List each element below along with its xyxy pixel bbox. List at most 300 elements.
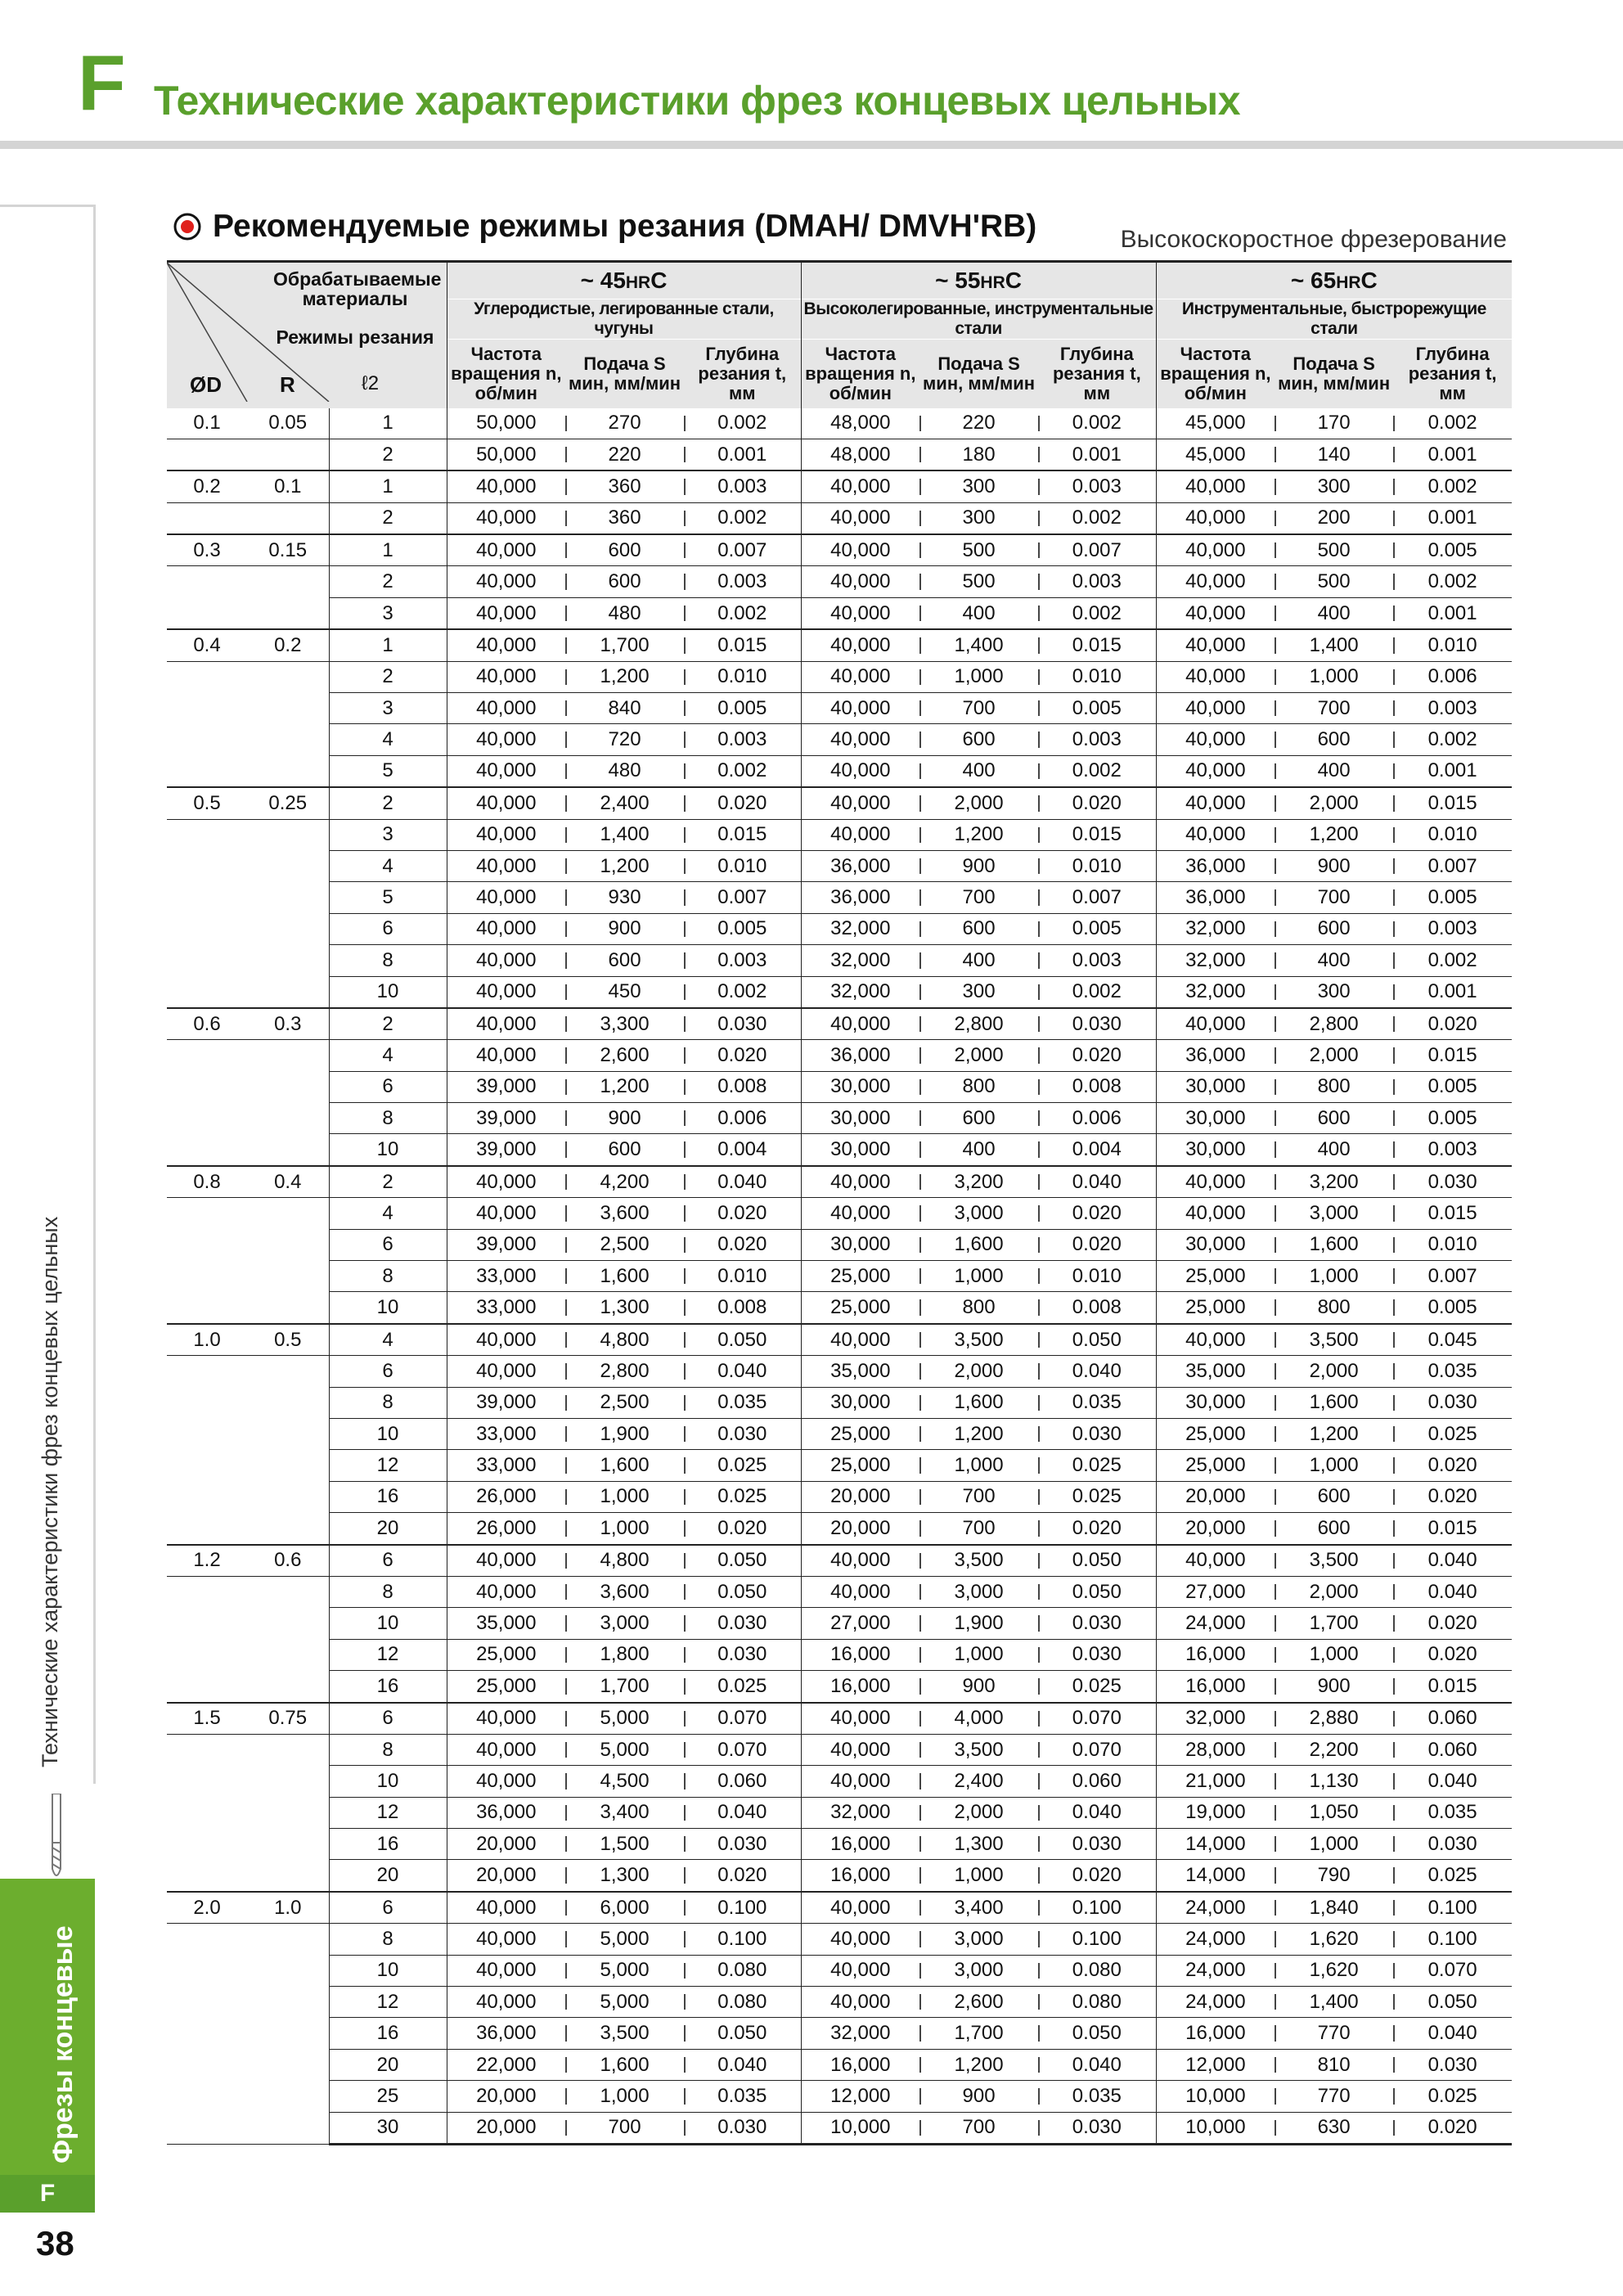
cell-length: 16 xyxy=(329,2018,447,2049)
cell-separator xyxy=(565,511,567,526)
section-subtitle: Высокоскоростное фрезерование xyxy=(1120,226,1507,253)
cell-separator xyxy=(1038,1141,1040,1157)
cell-speed-55: 25,000 xyxy=(801,1261,919,1292)
cell-speed-45: 39,000 xyxy=(447,1103,565,1134)
cell-feed-55: 900 xyxy=(919,1671,1038,1703)
cell-separator xyxy=(684,1994,686,2010)
cell-speed-65: 16,000 xyxy=(1156,1671,1275,1703)
cell-separator xyxy=(1038,1489,1040,1505)
bullet-target-icon xyxy=(173,213,201,241)
cell-feed-55: 220 xyxy=(919,408,1038,439)
cell-depth-45: 0.002 xyxy=(684,755,801,787)
cell-diameter xyxy=(167,2081,247,2112)
cell-speed-55: 25,000 xyxy=(801,1292,919,1324)
cell-length: 8 xyxy=(329,1924,447,1955)
cell-separator xyxy=(1275,1773,1276,1789)
cell-speed-45: 50,000 xyxy=(447,408,565,439)
cell-speed-55: 32,000 xyxy=(801,913,919,944)
cell-diameter xyxy=(167,2112,247,2144)
sidebar-divider-top xyxy=(0,205,95,207)
cell-separator xyxy=(1038,1867,1040,1883)
cell-separator xyxy=(684,1742,686,1758)
cell-depth-65: 0.010 xyxy=(1393,819,1512,850)
cell-depth-45: 0.080 xyxy=(684,1987,801,2018)
cell-speed-55: 40,000 xyxy=(801,502,919,534)
cell-depth-45: 0.003 xyxy=(684,724,801,755)
cell-depth-65: 0.001 xyxy=(1393,597,1512,629)
page-title: Технические характеристики фрез концевых цельных xyxy=(154,78,1241,124)
cell-diameter xyxy=(167,1134,247,1166)
cell-separator xyxy=(919,669,921,685)
cell-separator xyxy=(1038,763,1040,779)
cell-feed-55: 300 xyxy=(919,976,1038,1008)
cell-speed-65: 10,000 xyxy=(1156,2112,1275,2144)
cell-length: 10 xyxy=(329,1419,447,1450)
cell-feed-55: 3,000 xyxy=(919,1576,1038,1607)
cell-diameter: 1.2 xyxy=(167,1545,247,1577)
cell-diameter: 0.5 xyxy=(167,787,247,819)
cell-separator xyxy=(1275,574,1276,589)
cell-separator xyxy=(684,2088,686,2104)
table-row xyxy=(167,1198,1512,1229)
cell-feed-65: 1,130 xyxy=(1275,1766,1393,1797)
cell-length: 3 xyxy=(329,819,447,850)
cell-feed-55: 4,000 xyxy=(919,1703,1038,1735)
cell-depth-55: 0.002 xyxy=(1038,755,1156,787)
cell-radius: 0.1 xyxy=(247,470,329,502)
cell-depth-65: 0.020 xyxy=(1393,1639,1512,1670)
cell-diameter: 0.3 xyxy=(167,534,247,566)
cell-separator xyxy=(1393,1520,1395,1536)
cell-speed-65: 24,000 xyxy=(1156,1892,1275,1924)
cell-depth-45: 0.025 xyxy=(684,1671,801,1703)
cell-separator xyxy=(919,1079,921,1095)
cell-feed-45: 1,700 xyxy=(565,1671,684,1703)
cell-radius xyxy=(247,755,329,787)
cell-depth-45: 0.005 xyxy=(684,913,801,944)
cell-feed-45: 1,500 xyxy=(565,1829,684,1860)
cell-separator xyxy=(919,1994,921,2010)
cell-feed-65: 790 xyxy=(1275,1860,1393,1892)
cell-feed-45: 720 xyxy=(565,724,684,755)
cell-speed-65: 16,000 xyxy=(1156,2018,1275,2049)
cell-depth-65: 0.015 xyxy=(1393,787,1512,819)
cell-feed-65: 800 xyxy=(1275,1292,1393,1324)
cell-separator xyxy=(565,1900,567,1916)
cell-speed-65: 40,000 xyxy=(1156,597,1275,629)
cell-speed-45: 40,000 xyxy=(447,1703,565,1735)
cell-radius xyxy=(247,502,329,534)
table-row xyxy=(167,2112,1512,2144)
cell-speed-55: 25,000 xyxy=(801,1419,919,1450)
cell-feed-55: 900 xyxy=(919,850,1038,881)
cell-feed-55: 400 xyxy=(919,597,1038,629)
cell-length: 2 xyxy=(329,661,447,692)
table-row xyxy=(167,693,1512,724)
cell-separator xyxy=(919,1457,921,1473)
cell-separator xyxy=(1393,700,1395,716)
cell-depth-45: 0.015 xyxy=(684,629,801,661)
cell-feed-45: 5,000 xyxy=(565,1955,684,1986)
cell-length: 6 xyxy=(329,1229,447,1260)
cell-diameter xyxy=(167,502,247,534)
cell-separator xyxy=(1275,1520,1276,1536)
cell-separator xyxy=(684,889,686,905)
col-l2-header: ℓ2 xyxy=(362,372,380,394)
cell-separator xyxy=(684,1016,686,1032)
cell-feed-55: 1,600 xyxy=(919,1229,1038,1260)
cell-separator xyxy=(1275,700,1276,716)
cell-separator xyxy=(1038,2120,1040,2136)
table-row xyxy=(167,1450,1512,1481)
cell-separator xyxy=(919,1268,921,1284)
cell-separator xyxy=(1393,416,1395,431)
cell-speed-55: 16,000 xyxy=(801,1671,919,1703)
cell-speed-65: 32,000 xyxy=(1156,976,1275,1008)
cell-feed-55: 1,000 xyxy=(919,661,1038,692)
cell-separator xyxy=(1275,1553,1276,1569)
cell-speed-45: 40,000 xyxy=(447,597,565,629)
cell-speed-65: 40,000 xyxy=(1156,1008,1275,1040)
cell-speed-65: 40,000 xyxy=(1156,661,1275,692)
cell-feed-55: 2,000 xyxy=(919,1797,1038,1828)
cell-depth-65: 0.003 xyxy=(1393,693,1512,724)
cell-separator xyxy=(1275,1900,1276,1916)
cell-separator xyxy=(684,1363,686,1379)
cell-speed-55: 40,000 xyxy=(801,1545,919,1577)
cell-separator xyxy=(684,1836,686,1852)
cell-feed-55: 1,900 xyxy=(919,1608,1038,1639)
cell-feed-65: 1,050 xyxy=(1275,1797,1393,1828)
cell-depth-45: 0.040 xyxy=(684,2049,801,2080)
cell-feed-65: 170 xyxy=(1275,408,1393,439)
cell-speed-65: 36,000 xyxy=(1156,1040,1275,1071)
cell-separator xyxy=(684,1584,686,1600)
cell-length: 12 xyxy=(329,1639,447,1670)
cell-feed-65: 1,620 xyxy=(1275,1924,1393,1955)
table-row xyxy=(167,1576,1512,1607)
cell-depth-45: 0.035 xyxy=(684,1387,801,1418)
cell-speed-55: 36,000 xyxy=(801,882,919,913)
cell-speed-65: 25,000 xyxy=(1156,1450,1275,1481)
cell-separator xyxy=(1393,1457,1395,1473)
cell-depth-45: 0.001 xyxy=(684,439,801,470)
cell-speed-45: 33,000 xyxy=(447,1292,565,1324)
cell-length: 3 xyxy=(329,693,447,724)
subcol-header-45-speed: Частота вращения n, об/мин xyxy=(447,340,565,408)
cell-separator xyxy=(1393,1141,1395,1157)
cell-feed-55: 900 xyxy=(919,2081,1038,2112)
cell-separator xyxy=(684,542,686,558)
cell-feed-55: 2,400 xyxy=(919,1766,1038,1797)
cell-separator xyxy=(684,1647,686,1663)
cell-depth-55: 0.025 xyxy=(1038,1481,1156,1512)
table-row xyxy=(167,1703,1512,1735)
cell-depth-55: 0.010 xyxy=(1038,661,1156,692)
cell-diameter xyxy=(167,1103,247,1134)
cell-separator xyxy=(1038,827,1040,843)
cell-separator xyxy=(1275,1867,1276,1883)
cell-feed-55: 400 xyxy=(919,1134,1038,1166)
cell-separator xyxy=(684,1520,686,1536)
cell-depth-65: 0.060 xyxy=(1393,1734,1512,1765)
cell-separator xyxy=(1275,1395,1276,1411)
cell-diameter xyxy=(167,566,247,597)
cell-feed-45: 1,000 xyxy=(565,1481,684,1512)
cell-diameter xyxy=(167,1040,247,1071)
cell-speed-45: 33,000 xyxy=(447,1261,565,1292)
table-row xyxy=(167,1292,1512,1324)
cell-separator xyxy=(684,1805,686,1821)
cell-feed-45: 450 xyxy=(565,976,684,1008)
cell-separator xyxy=(1393,763,1395,779)
cell-depth-65: 0.006 xyxy=(1393,661,1512,692)
cell-speed-55: 48,000 xyxy=(801,408,919,439)
cell-radius xyxy=(247,1829,329,1860)
cell-separator xyxy=(565,669,567,685)
cell-feed-65: 1,000 xyxy=(1275,1450,1393,1481)
cell-separator xyxy=(1393,1805,1395,1821)
cell-separator xyxy=(1275,763,1276,779)
cell-feed-45: 3,000 xyxy=(565,1608,684,1639)
cell-separator xyxy=(1275,606,1276,621)
cell-feed-55: 3,400 xyxy=(919,1892,1038,1924)
cell-depth-55: 0.010 xyxy=(1038,850,1156,881)
cell-feed-55: 1,000 xyxy=(919,1639,1038,1670)
cell-radius: 0.75 xyxy=(247,1703,329,1735)
cell-length: 4 xyxy=(329,1040,447,1071)
cell-feed-45: 360 xyxy=(565,502,684,534)
cell-feed-65: 600 xyxy=(1275,724,1393,755)
cell-speed-55: 40,000 xyxy=(801,1166,919,1198)
cell-radius: 0.4 xyxy=(247,1166,329,1198)
group-materials-45: Углеродистые, легированные стали, чугуны xyxy=(447,299,801,340)
cell-speed-55: 40,000 xyxy=(801,787,919,819)
cell-feed-55: 3,000 xyxy=(919,1955,1038,1986)
cell-depth-45: 0.060 xyxy=(684,1766,801,1797)
cell-depth-55: 0.070 xyxy=(1038,1734,1156,1765)
cell-separator xyxy=(1038,1584,1040,1600)
cell-separator xyxy=(565,1047,567,1063)
cell-depth-65: 0.015 xyxy=(1393,1671,1512,1703)
cell-feed-45: 3,600 xyxy=(565,1576,684,1607)
table-row xyxy=(167,724,1512,755)
cell-length: 6 xyxy=(329,1545,447,1577)
cell-separator xyxy=(1393,2088,1395,2104)
cell-separator xyxy=(919,1867,921,1883)
cell-speed-45: 39,000 xyxy=(447,1134,565,1166)
cell-separator xyxy=(684,1931,686,1947)
cell-depth-55: 0.015 xyxy=(1038,819,1156,850)
cell-separator xyxy=(1393,1994,1395,2010)
cell-separator xyxy=(1275,1426,1276,1442)
cell-depth-45: 0.050 xyxy=(684,1545,801,1577)
cell-feed-55: 400 xyxy=(919,945,1038,976)
cell-speed-55: 40,000 xyxy=(801,597,919,629)
cell-feed-45: 480 xyxy=(565,755,684,787)
cell-speed-65: 16,000 xyxy=(1156,1639,1275,1670)
cell-radius xyxy=(247,1198,329,1229)
table-row xyxy=(167,408,1512,439)
cell-radius: 0.05 xyxy=(247,408,329,439)
cell-feed-45: 1,000 xyxy=(565,1513,684,1545)
cell-separator xyxy=(1038,889,1040,905)
cell-separator xyxy=(919,763,921,779)
cell-radius xyxy=(247,1955,329,1986)
cell-separator xyxy=(1393,732,1395,747)
cell-speed-45: 40,000 xyxy=(447,534,565,566)
cell-speed-65: 40,000 xyxy=(1156,755,1275,787)
cell-radius xyxy=(247,1766,329,1797)
cell-separator xyxy=(1038,1678,1040,1694)
cell-radius xyxy=(247,1734,329,1765)
cell-feed-55: 1,000 xyxy=(919,1450,1038,1481)
cell-separator xyxy=(1393,1584,1395,1600)
cell-feed-65: 1,840 xyxy=(1275,1892,1393,1924)
cell-depth-45: 0.030 xyxy=(684,1008,801,1040)
cell-diameter xyxy=(167,850,247,881)
cell-feed-45: 1,200 xyxy=(565,661,684,692)
cell-separator xyxy=(919,1205,921,1221)
cell-depth-55: 0.050 xyxy=(1038,1576,1156,1607)
cell-radius xyxy=(247,850,329,881)
cell-diameter: 0.2 xyxy=(167,470,247,502)
group-header-45: ~ 45HRC xyxy=(447,262,801,299)
cell-separator xyxy=(919,1237,921,1253)
cell-feed-45: 2,500 xyxy=(565,1229,684,1260)
cell-feed-45: 3,600 xyxy=(565,1198,684,1229)
cell-radius xyxy=(247,1576,329,1607)
cell-separator xyxy=(1038,1205,1040,1221)
cell-depth-55: 0.020 xyxy=(1038,1513,1156,1545)
cell-length: 10 xyxy=(329,1292,447,1324)
cell-radius xyxy=(247,693,329,724)
cell-feed-55: 700 xyxy=(919,882,1038,913)
cell-radius xyxy=(247,1134,329,1166)
cell-feed-55: 500 xyxy=(919,534,1038,566)
cell-speed-55: 35,000 xyxy=(801,1356,919,1387)
table-row xyxy=(167,470,1512,502)
category-tab-letter: F xyxy=(0,2175,95,2213)
cell-separator xyxy=(1275,1836,1276,1852)
cell-depth-65: 0.050 xyxy=(1393,1987,1512,2018)
cell-length: 2 xyxy=(329,1008,447,1040)
cell-separator xyxy=(1038,416,1040,431)
cell-diameter xyxy=(167,1766,247,1797)
cell-depth-45: 0.003 xyxy=(684,470,801,502)
cell-depth-65: 0.020 xyxy=(1393,1008,1512,1040)
cell-separator xyxy=(1393,1931,1395,1947)
cell-depth-45: 0.040 xyxy=(684,1356,801,1387)
cell-feed-55: 400 xyxy=(919,755,1038,787)
cell-separator xyxy=(684,827,686,843)
cell-speed-65: 24,000 xyxy=(1156,1987,1275,2018)
cell-diameter xyxy=(167,1734,247,1765)
cell-length: 2 xyxy=(329,502,447,534)
cell-feed-45: 270 xyxy=(565,408,684,439)
table-row xyxy=(167,1766,1512,1797)
cell-depth-45: 0.030 xyxy=(684,1419,801,1450)
cell-separator xyxy=(1393,1363,1395,1379)
cell-feed-65: 400 xyxy=(1275,597,1393,629)
cell-separator xyxy=(684,1110,686,1126)
cell-separator xyxy=(565,921,567,937)
table-row xyxy=(167,945,1512,976)
cell-feed-65: 400 xyxy=(1275,945,1393,976)
cell-feed-65: 900 xyxy=(1275,1671,1393,1703)
cell-speed-45: 40,000 xyxy=(447,1576,565,1607)
cell-speed-65: 45,000 xyxy=(1156,408,1275,439)
cell-separator xyxy=(919,984,921,1000)
cell-separator xyxy=(1393,1963,1395,1979)
cell-speed-65: 25,000 xyxy=(1156,1292,1275,1324)
cell-separator xyxy=(919,1584,921,1600)
cell-separator xyxy=(919,1742,921,1758)
cell-separator xyxy=(919,1805,921,1821)
cell-separator xyxy=(1275,1205,1276,1221)
cell-speed-55: 30,000 xyxy=(801,1071,919,1102)
cell-separator xyxy=(684,1395,686,1411)
cell-depth-45: 0.020 xyxy=(684,1513,801,1545)
cell-separator xyxy=(919,2120,921,2136)
table-row xyxy=(167,1481,1512,1512)
cell-speed-65: 32,000 xyxy=(1156,1703,1275,1735)
cell-diameter xyxy=(167,1924,247,1955)
cell-feed-45: 220 xyxy=(565,439,684,470)
cell-depth-45: 0.008 xyxy=(684,1292,801,1324)
cell-depth-45: 0.003 xyxy=(684,945,801,976)
cell-depth-55: 0.020 xyxy=(1038,1198,1156,1229)
cell-length: 8 xyxy=(329,945,447,976)
cell-diameter xyxy=(167,2018,247,2049)
cell-separator xyxy=(1275,1141,1276,1157)
cell-separator xyxy=(684,984,686,1000)
cell-depth-45: 0.030 xyxy=(684,1639,801,1670)
cell-depth-55: 0.050 xyxy=(1038,2018,1156,2049)
cell-separator xyxy=(1393,1836,1395,1852)
cell-separator xyxy=(1038,858,1040,874)
cell-feed-45: 3,400 xyxy=(565,1797,684,1828)
cell-separator xyxy=(1038,1553,1040,1569)
corner-materials-label: Обрабатываемые материалы xyxy=(273,268,442,309)
cell-separator xyxy=(919,1489,921,1505)
cell-diameter xyxy=(167,597,247,629)
cell-depth-65: 0.001 xyxy=(1393,439,1512,470)
table-row xyxy=(167,1671,1512,1703)
cell-feed-45: 600 xyxy=(565,534,684,566)
cell-depth-45: 0.100 xyxy=(684,1892,801,1924)
cell-separator xyxy=(565,795,567,811)
cell-depth-45: 0.020 xyxy=(684,787,801,819)
cell-separator xyxy=(919,479,921,494)
cell-diameter xyxy=(167,1797,247,1828)
cell-separator xyxy=(1038,1520,1040,1536)
cell-diameter xyxy=(167,1608,247,1639)
cell-separator xyxy=(565,1299,567,1315)
cell-feed-55: 800 xyxy=(919,1071,1038,1102)
cell-diameter xyxy=(167,661,247,692)
cell-depth-65: 0.005 xyxy=(1393,882,1512,913)
cell-separator xyxy=(1275,827,1276,843)
cell-separator xyxy=(565,1457,567,1473)
cell-separator xyxy=(1275,2025,1276,2041)
cell-depth-55: 0.060 xyxy=(1038,1766,1156,1797)
cell-depth-55: 0.010 xyxy=(1038,1261,1156,1292)
cell-feed-65: 1,000 xyxy=(1275,1261,1393,1292)
cell-depth-65: 0.060 xyxy=(1393,1703,1512,1735)
cell-depth-65: 0.005 xyxy=(1393,534,1512,566)
cell-diameter xyxy=(167,945,247,976)
